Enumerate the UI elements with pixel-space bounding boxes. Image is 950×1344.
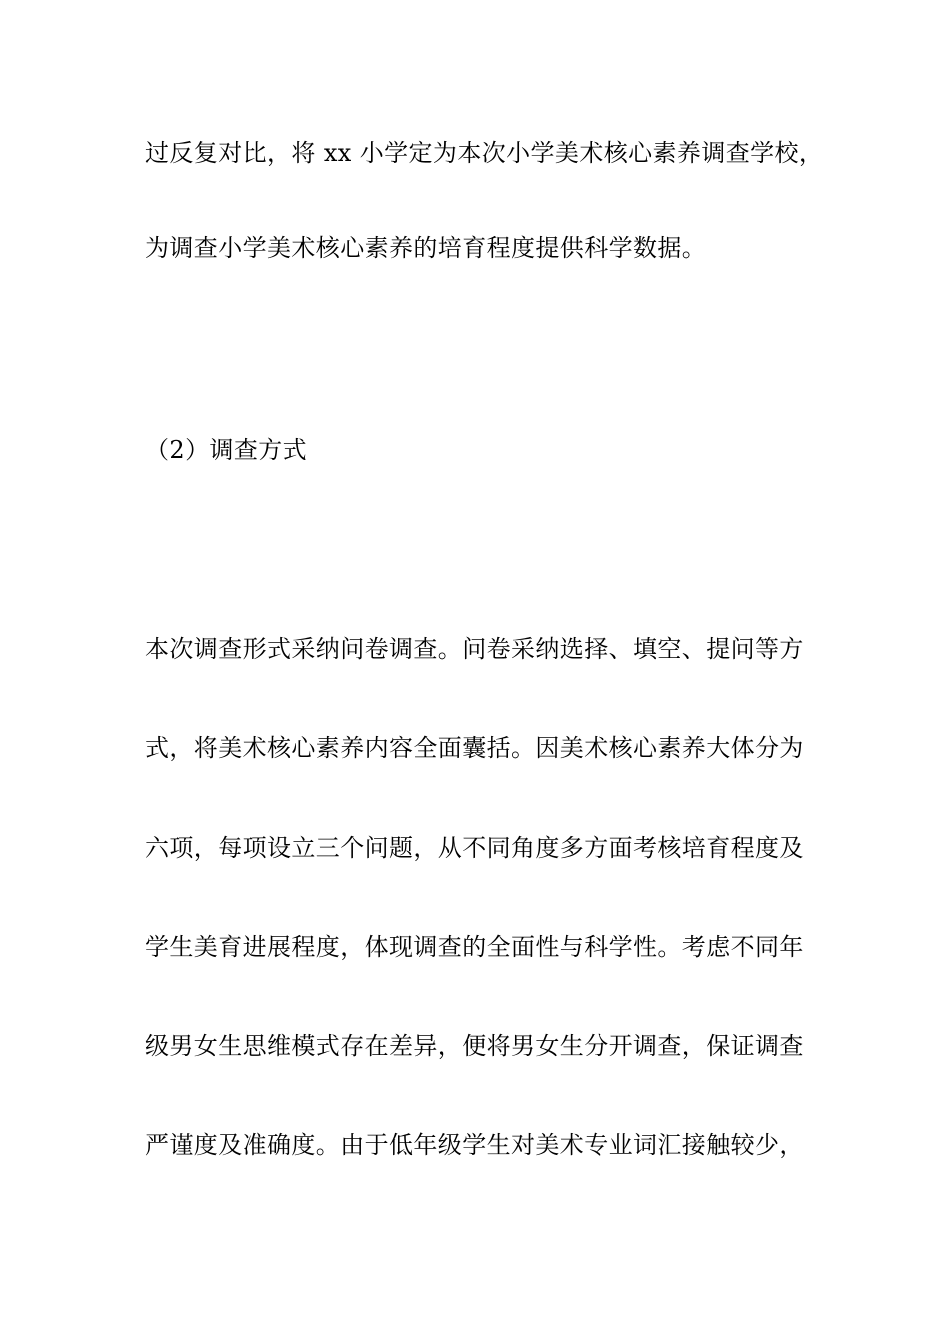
paragraph-2-line-6: 严谨度及准确度。由于低年级学生对美术专业词汇接触较少， xyxy=(145,1131,804,1159)
paragraph-1-line-2: 为调查小学美术核心素养的培育程度提供科学数据。 xyxy=(145,234,707,262)
section-heading: （2）调查方式 xyxy=(145,436,308,464)
paragraph-2-line-2: 式，将美术核心素养内容全面囊括。因美术核心素养大体分为 xyxy=(145,734,804,762)
paragraph-2-line-4: 学生美育进展程度，体现调查的全面性与科学性。考虑不同年 xyxy=(145,933,804,961)
paragraph-2-line-3: 六项，每项设立三个问题，从不同角度多方面考核培育程度及 xyxy=(145,834,804,862)
paragraph-2-line-1: 本次调查形式采纳问卷调查。问卷采纳选择、填空、提问等方 xyxy=(145,635,804,663)
paragraph-2-line-5: 级男女生思维模式存在差异，便将男女生分开调查，保证调查 xyxy=(145,1032,804,1060)
paragraph-1-line-1: 过反复对比，将 xx 小学定为本次小学美术核心素养调查学校， xyxy=(145,139,824,167)
